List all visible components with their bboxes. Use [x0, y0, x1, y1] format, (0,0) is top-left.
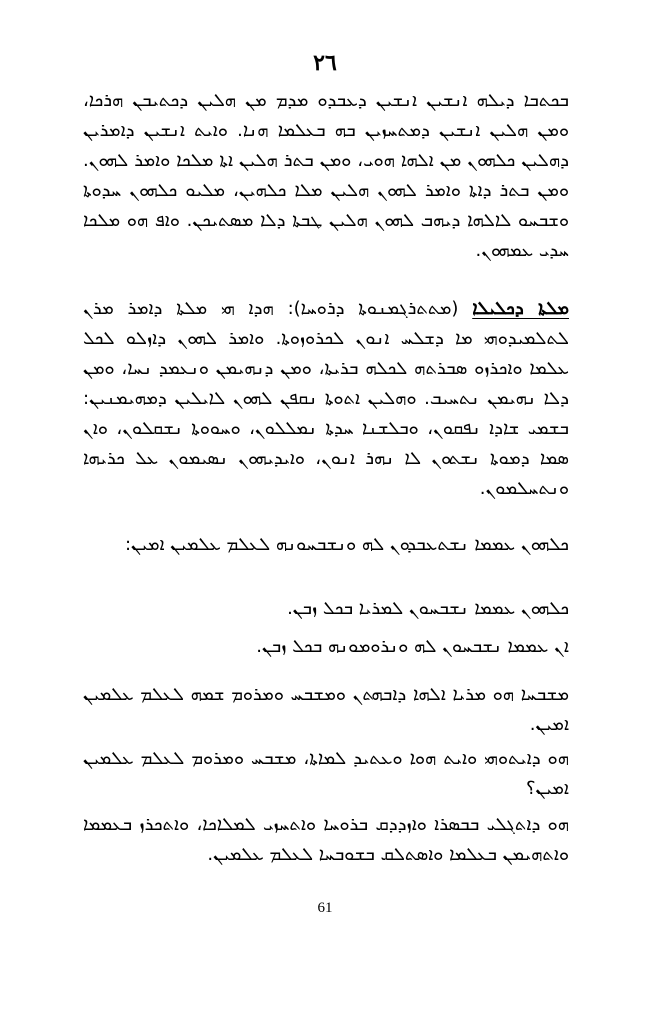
paragraph-2-lead: ܡܠܬܐ ܕܟܠܝܠܐ: [472, 298, 569, 319]
paragraph-2-body: : ܗܕܐ ܗܝ ܡܠܬܐ ܕܐܡܪ ܡܪܢ ܠܬܠܡܝܕܘܗܝ ܡܐ ܕܫܠܚ ܐܢܘܢ ܠܟܪܘܙܘܬܐ. ܘܐܡܪ ܠܗܘܢ ܕܐܙܠܘ ܠܟܠ ܥܠܡܐ ܘܐܟܪܙܘ ܣܒܪܬܗ ܠܟܠܗ ܒܪܝܬܐ، ܘܡܢ ܕܢܗܝܡܢ ܘܢܥܡܕ ܢܚܐ، ܘܡܢ ܕܠܐ ܢܗܝܡܢ ܢܬܚܝܒ. ܘܗܠܝܢ ܐܬܘܬܐ ܢܩܦܢ ܠܗܘܢ ܠܐܝܠܝܢ ܕܡܗܝܡܢܝܢ: ܒܫܡܝ ܫܐܕܐ ܢܦܩܘܢ، ܘܒܠܫܢܐ ܚܕܬܐ ܢܡܠܠܘܢ، ܘܚܘܘܬܐ ܢܫܩܠܘܢ، ܘܐܢ ܣܡܐ ܕܡܘܬܐ ܢܫܬܘܢ ܠܐ ܢܗܪ ܐܢܘܢ، ܘܐܝܕܝܗܘܢ ܢܣܝܡܘܢ ܥܠ ܟܪܝܗܐ ܘܢܬܚܠܡܘܢ.: [83, 298, 569, 499]
paragraph-1: ܒܟܬܒܐ ܕܝܠܗ ܐܢܫܝܢ ܐܢܫܝܢ ܕܥܒܕܘ ܡܕܡ ܡܢ ܗܠܝܢ ܕܟܬܝܒܢ ܗܪܟܐ، ܘܡܢ ܗܠܝܢ ܐܢܫܝܢ ܕܡܬܚܙܝܢ ܒܗ ܒܥܠܡܐ ܗܢܐ. ܘܐܝܬ ܐܢܫܝܢ ܕܐܡܪܝܢ ܕܗܠܝܢ ܟܠܗܘܢ ܡܢ ܐܠܗܐ ܗܘܝ، ܘܡܢ ܒܬܪ ܗܠܝܢ ܐܬܐ ܡܠܟܐ ܘܐܡܪ ܠܗܘܢ. ܘܡܢ ܒܬܪ ܕܐܬܐ ܘܐܡܪ ܠܗܘܢ ܗܠܝܢ ܡܠܐ ܟܠܗܝܢ، ܡܠܝܘ ܟܠܗܘܢ ܚܕܘܬܐ ܘܫܒܚܘ ܠܐܠܗܐ ܕܝܗܒ ܠܗܘܢ ܗܠܝܢ ܛܒܬܐ ܕܠܐ ܡܣܬܝܟܢ. ܘܐܦ ܗܘ ܡܠܟܐ ܚܕܝ ܥܡܗܘܢ.: [83, 90, 569, 261]
paragraph-2-gloss: (ܡܬܬܪܓܡܢܘܬܐ ܕܪܘܚܐ): [293, 298, 459, 319]
paragraph-8: ܗܘ ܕܐܬܓܠܝ ܒܒܣܪܐ ܘܐܙܕܕܩ ܒܪܘܚܐ ܘܐܬܚܙܝ ܠܡܠܐܟܐ، ܘܐܬܟܪܙ ܒܥܡܡܐ ܘܐܬܗܝܡܢ ܒܥܠܡܐ ܘܐܣܬܠܩ ܒܫܘܒܚܐ ܠܥܠܡ ܥܠܡܝܢ.: [83, 814, 569, 865]
paragraph-6: ܡܫܒܚܐ ܗܘ ܡܪܝܐ ܐܠܗܐ ܕܐܒܗܬܢ ܘܡܫܒܚ ܘܡܪܘܡ ܫܡܗ ܠܥܠܡ ܥܠܡܝܢ ܐܡܝܢ.: [83, 684, 569, 735]
paragraph-5: ܐܢ ܥܡܡܐ ܢܫܒܚܘܢ ܠܗ ܘܢܪܘܡܘܢܗ ܒܟܠ ܙܒܢ.: [256, 636, 569, 657]
page-number: 61: [317, 900, 333, 916]
paragraph-3: ܟܠܗܘܢ ܥܡܡܐ ܢܫܬܥܒܕܘܢ ܠܗ ܘܢܫܒܚܘܢܗ ܠܥܠܡ ܥܠܡܝܢ ܐܡܝܢ:: [124, 534, 569, 555]
paragraph-7: ܗܘ ܕܐܝܬܘܗܝ ܘܐܝܬ ܗܘܐ ܘܥܬܝܕ ܠܡܐܬܐ، ܡܫܒܚ ܘܡܪܘܡ ܠܥܠܡ ܥܠܡܝܢ ܐܡܝܢ؟: [83, 748, 569, 799]
paragraph-2: [83, 294, 569, 504]
paragraph-4: ܟܠܗܘܢ ܥܡܡܐ ܢܫܒܚܘܢ ܠܡܪܝܐ ܒܟܠ ܙܒܢ.: [287, 598, 569, 619]
page-number-script: ٢٦: [313, 50, 337, 76]
